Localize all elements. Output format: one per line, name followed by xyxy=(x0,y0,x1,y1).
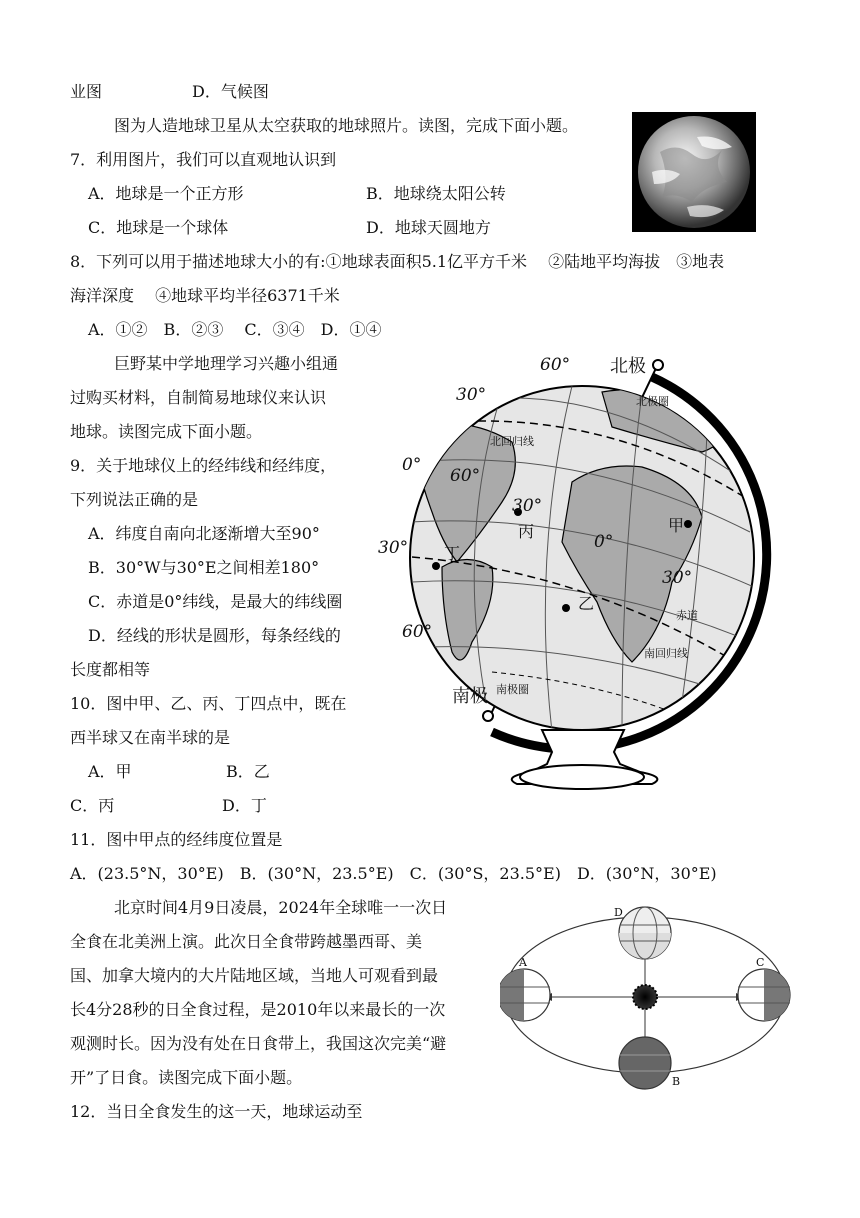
intro-eclipse-3: 国、加拿大境内的大片陆地区域，当地人可观看到最 xyxy=(70,966,439,985)
question-10-cont: 西半球又在南半球的是 xyxy=(70,728,231,747)
question-11: 11．图中甲点的经纬度位置是 xyxy=(70,830,283,849)
globe-diagram xyxy=(372,352,800,794)
intro-eclipse-2: 全食在北美洲上演。此次日全食带跨越墨西哥、美 xyxy=(70,932,423,951)
intro-satellite: 图为人造地球卫星从太空获取的地球照片。读图，完成下面小题。 xyxy=(114,116,579,135)
q7-option-b: B．地球绕太阳公转 xyxy=(366,184,506,203)
label-0-equator: 0° xyxy=(594,532,614,552)
q11-options: A．(23.5°N，30°E) B．(30°N，23.5°E) C．(30°S，23.5°E) D．(30°N，30°E) xyxy=(70,864,717,883)
q10-option-c: C．丙 xyxy=(70,796,115,815)
label-30-mid: 30° xyxy=(512,496,543,516)
q9-option-b: B．30°W与30°E之间相差180° xyxy=(88,558,320,577)
q7-option-c: C．地球是一个球体 xyxy=(88,218,229,237)
orbit-label-c: C xyxy=(756,956,765,969)
label-north-pole: 北极 xyxy=(610,356,646,377)
question-8-cont: 海洋深度 ④地球平均半径6371千米 xyxy=(70,286,340,305)
intro-eclipse-4: 长4分28秒的日全食过程，是2010年以来最长的一次 xyxy=(70,1000,446,1019)
intro-eclipse-6: 开”了日食。读图完成下面小题。 xyxy=(70,1068,303,1087)
label-tropic-cancer: 北回归线 xyxy=(490,435,534,448)
label-30-left: 30° xyxy=(378,538,409,558)
label-60-mid: 60° xyxy=(450,466,481,486)
question-9-cont: 下列说法正确的是 xyxy=(70,490,199,509)
label-south-pole: 南极 xyxy=(452,686,488,707)
intro-globe-2: 过购买材料，自制简易地球仪来认识 xyxy=(70,388,327,407)
intro-eclipse-5: 观测时长。因为没有处在日食带上，我国这次完美“避 xyxy=(70,1034,447,1053)
earth-orbit-diagram xyxy=(500,895,800,1090)
q7-option-d: D．地球天圆地方 xyxy=(366,218,491,237)
point-bing: 丙 xyxy=(518,522,535,541)
q9-option-d-cont: 长度都相等 xyxy=(70,660,151,679)
q9-option-a: A．纬度自南向北逐渐增大至90° xyxy=(88,524,320,543)
intro-eclipse-1: 北京时间4月9日凌晨，2024年全球唯一一次日 xyxy=(114,898,448,917)
line-prev-option-d: D．气候图 xyxy=(192,82,269,101)
label-60-bottom: 60° xyxy=(402,622,433,642)
intro-globe-3: 地球。读图完成下面小题。 xyxy=(70,422,263,441)
q10-option-a: A．甲 xyxy=(88,762,132,781)
q9-option-c: C．赤道是0°纬线，是最大的纬线圈 xyxy=(88,592,343,611)
label-arctic-circle: 北极圈 xyxy=(636,395,669,408)
label-antarctic-circle: 南极圈 xyxy=(496,683,529,696)
label-0-left: 0° xyxy=(402,455,422,475)
line-prev-option-c: 业图 xyxy=(70,82,103,101)
question-9: 9．关于地球仪上的经纬线和经纬度， xyxy=(70,456,337,475)
orbit-label-d: D xyxy=(614,906,623,919)
label-30-right: 30° xyxy=(662,568,693,588)
orbit-label-b: B xyxy=(672,1075,681,1088)
label-60-top: 60° xyxy=(540,355,571,375)
label-tropic-capricorn: 南回归线 xyxy=(644,647,688,660)
label-30-top: 30° xyxy=(456,385,487,405)
earth-photo xyxy=(632,112,756,232)
q9-option-d: D．经线的形状是圆形，每条经线的 xyxy=(88,626,341,645)
point-yi: 乙 xyxy=(578,594,595,613)
point-jia: 甲 xyxy=(668,516,685,535)
question-8: 8．下列可以用于描述地球大小的有:①地球表面积5.1亿平方千米 ②陆地平均海拔 ③地表 xyxy=(70,252,725,271)
q7-option-a: A．地球是一个正方形 xyxy=(88,184,244,203)
label-equator: 赤道 xyxy=(676,609,698,622)
intro-globe-1: 巨野某中学地理学习兴趣小组通 xyxy=(114,354,339,373)
q10-option-b: B．乙 xyxy=(226,762,270,781)
question-10: 10．图中甲、乙、丙、丁四点中，既在 xyxy=(70,694,347,713)
orbit-label-a: A xyxy=(519,956,527,969)
q8-options: A．①② B．②③ C．③④ D．①④ xyxy=(88,320,382,339)
q10-option-d: D．丁 xyxy=(222,796,267,815)
question-12: 12．当日全食发生的这一天，地球运动至 xyxy=(70,1102,363,1121)
question-7: 7．利用图片，我们可以直观地认识到 xyxy=(70,150,337,169)
point-ding: 丁 xyxy=(444,544,461,563)
